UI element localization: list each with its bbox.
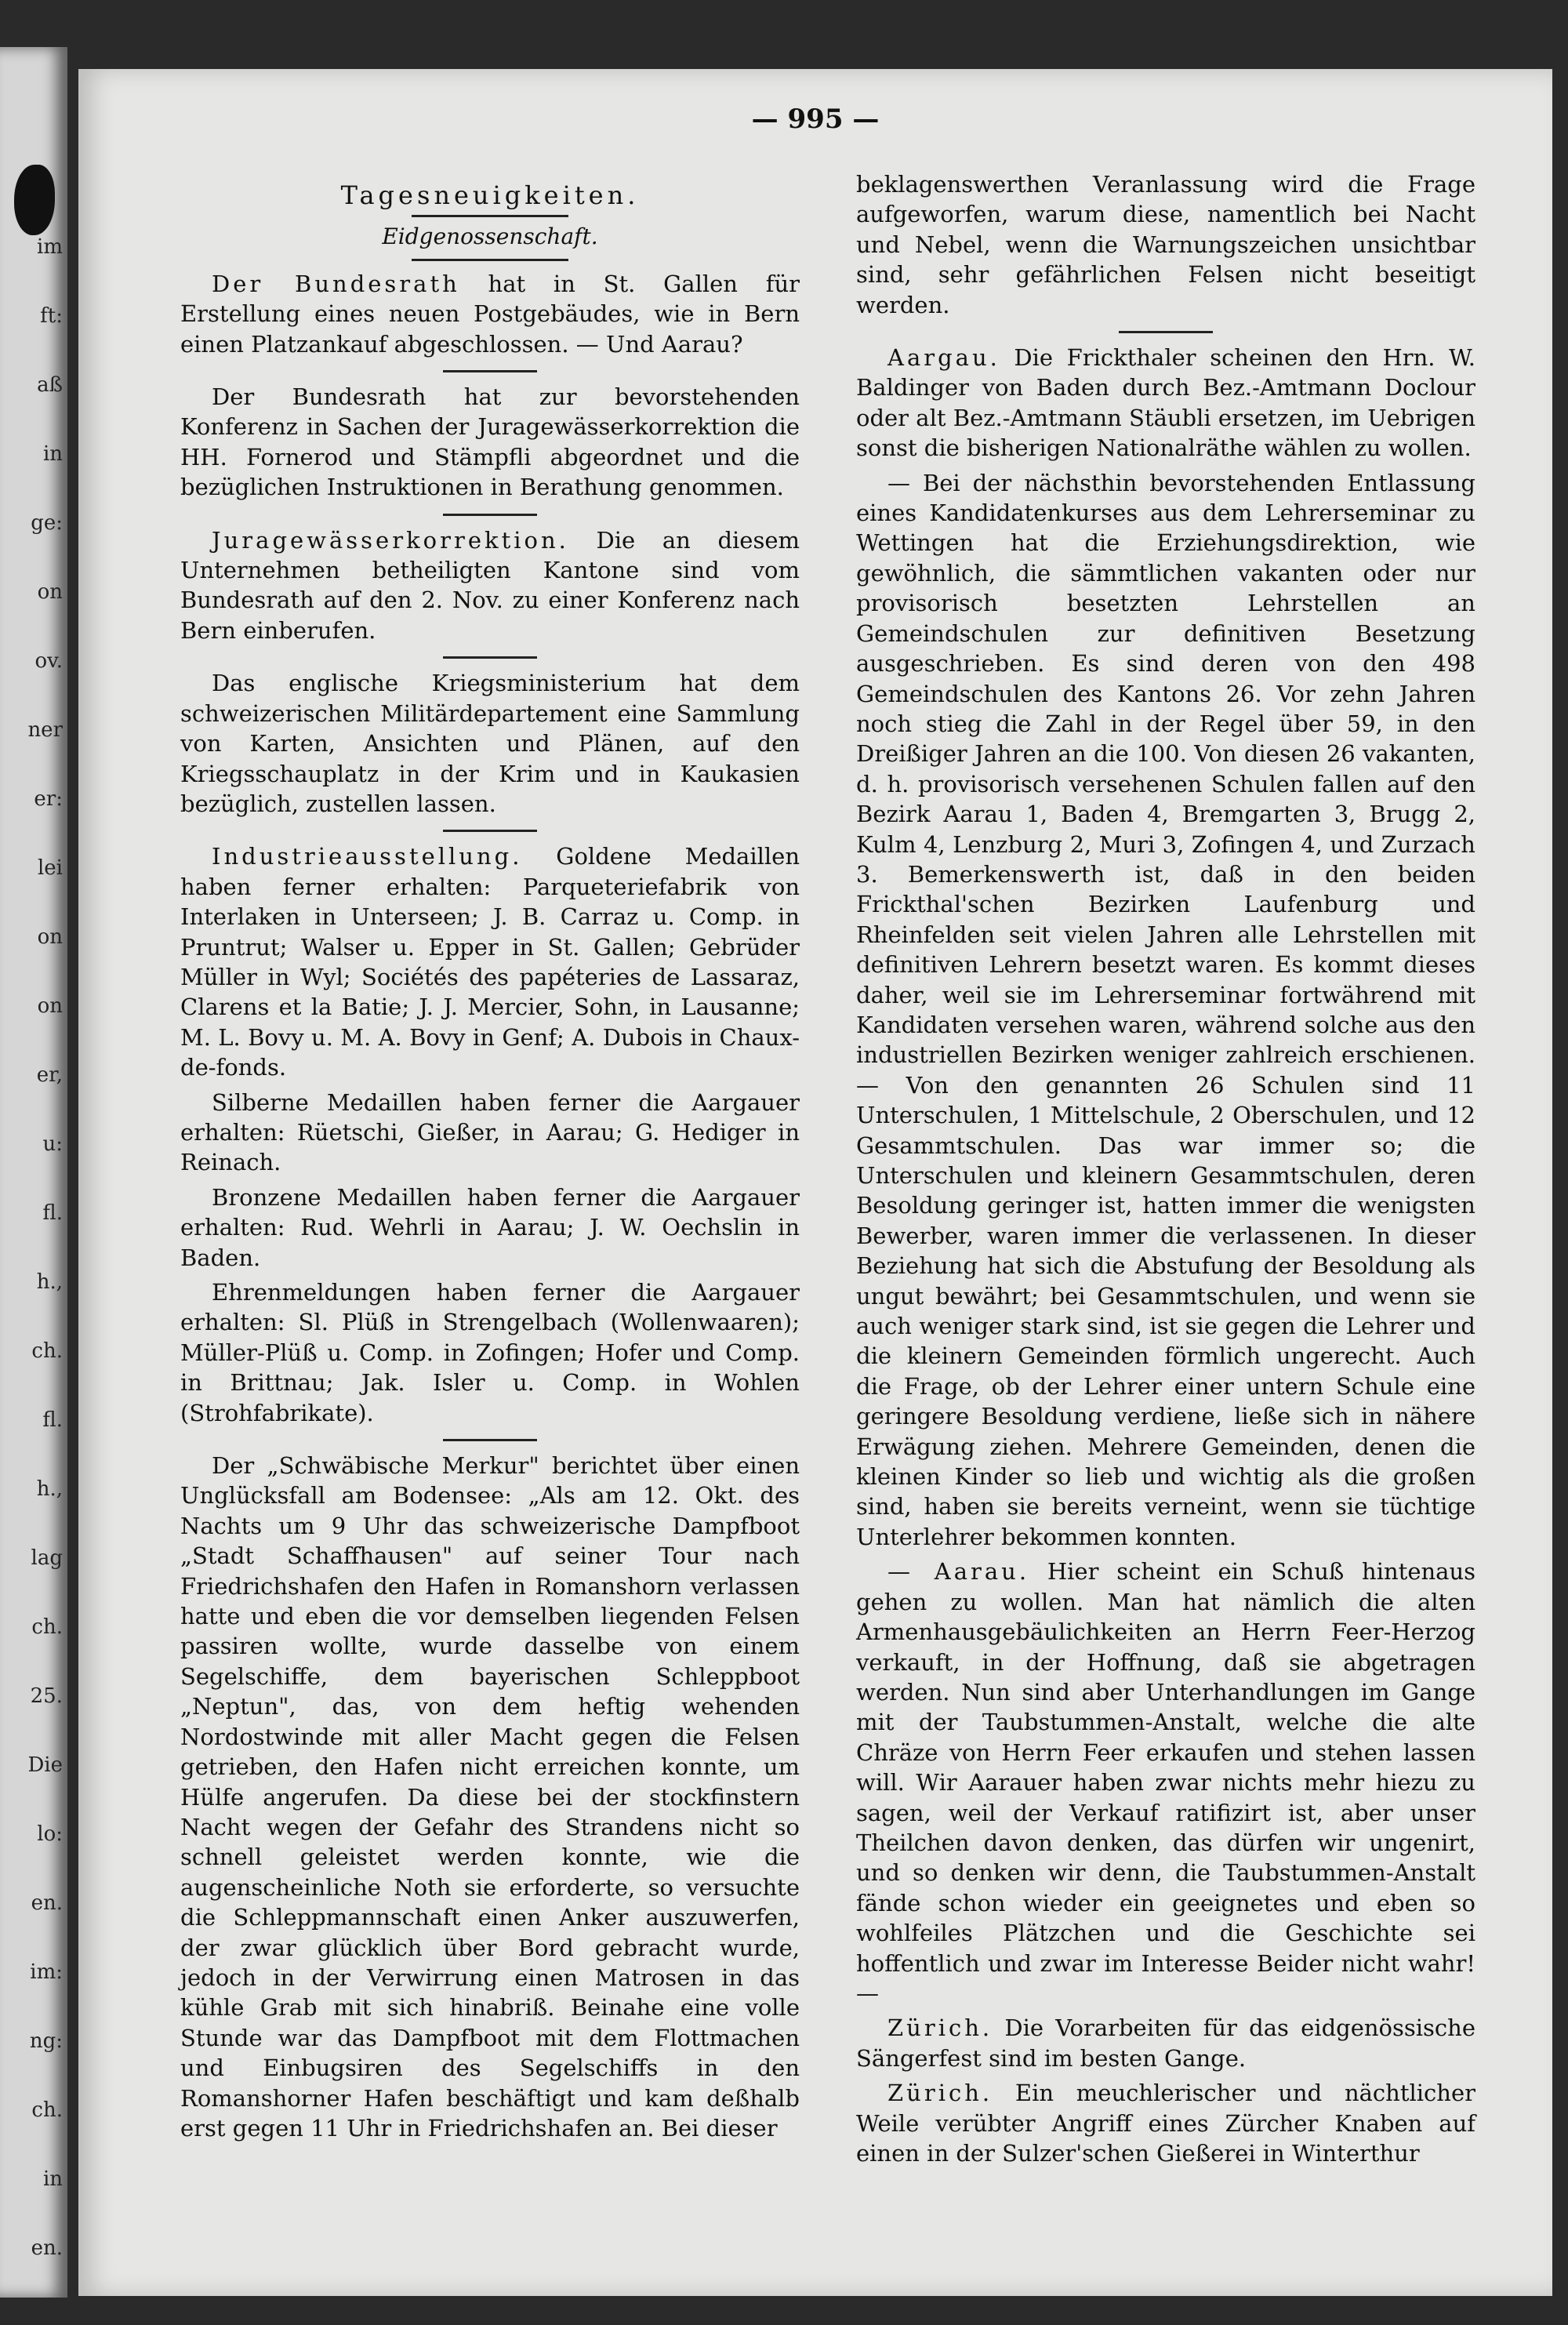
- margin-fragment: ov.: [34, 649, 63, 673]
- margin-fragment: 25.: [30, 1684, 63, 1708]
- margin-fragment: ch.: [31, 1615, 63, 1639]
- margin-fragment: ge:: [31, 511, 63, 535]
- margin-fragment: on: [37, 994, 63, 1018]
- margin-fragment: ng:: [29, 2029, 63, 2053]
- margin-fragment: in: [42, 2167, 63, 2191]
- margin-fragment: Die: [27, 1753, 63, 1777]
- divider: [443, 370, 537, 372]
- page-number: — 995 —: [751, 104, 880, 135]
- margin-fragment: er:: [34, 787, 63, 811]
- article-paragraph: beklagenswerthen Veranlassung wird die Frage aufgeworfen, warum diese, namentlich bei Nacht und Nebel, wenn die Warnungszeichen unsichtbar sind, sehr gefährlichen Felsen nicht beseitigt werden.: [856, 171, 1475, 318]
- divider: [412, 259, 568, 261]
- previous-page-edge: [0, 47, 67, 2298]
- left-column: [180, 169, 800, 2148]
- margin-fragment: fl.: [42, 1408, 63, 1432]
- divider: [443, 1439, 537, 1441]
- article-paragraph: — Aarau. Hier scheint ein Schuß hintenaus gehen zu wollen. Man hat nämlich die alten Armenhausgebäulichkeiten an Herrn Feer-Herzog verkauft, in der Hoffnung, daß sie abgetragen werden. Nun sind aber Unterhandlungen im Gange mit der Taubstummen-Anstalt, welche die alte Chräze von Herrn Feer erkaufen und stehen lassen will. Wir Aarauer haben zwar nichts mehr hiezu zu sagen, weil der Verkauf ratifizirt ist, aber unser Theilchen davon denken, das dürfen wir ungenirt, und so denken wir denn, die Taubstummen-Anstalt fände schon wieder ein geeignetes und eben so wohlfeiles Plätzchen und die Geschichte sei hoffentlich und zwar im Interesse Beider nicht wahr! —: [856, 1558, 1476, 2007]
- article-paragraph: Bronzene Medaillen haben ferner die Aargauer erhalten: Rud. Wehrli in Aarau; J. W. Oechslin in Baden.: [180, 1183, 800, 1271]
- margin-fragment: ft:: [40, 304, 63, 328]
- newspaper-page: [78, 69, 1552, 2296]
- margin-fragment: ner: [27, 718, 63, 742]
- article-paragraph: Zürich. Ein meuchlerischer und nächtlicher Weile verübter Angriff eines Zürcher Knaben auf einen in der Sulzer'schen Gießerei in Winterthur: [856, 2080, 1475, 2167]
- divider: [1119, 331, 1213, 333]
- margin-fragment: er,: [36, 1063, 63, 1087]
- margin-fragment: in: [42, 442, 63, 466]
- margin-fragment: im: [37, 235, 63, 259]
- ornament-icon: [14, 165, 55, 235]
- margin-fragment: u:: [42, 1132, 63, 1156]
- article-paragraph: Silberne Medaillen haben ferner die Aargauer erhalten: Rüetschi, Gießer, in Aarau; G. Hediger in Reinach.: [180, 1088, 800, 1176]
- margin-fragment: fl.: [42, 1201, 63, 1225]
- margin-fragment: h.,: [36, 1270, 63, 1294]
- margin-fragment: lei: [37, 856, 63, 880]
- divider: [412, 215, 568, 217]
- margin-fragment: aß: [37, 373, 63, 397]
- divider: [443, 514, 537, 516]
- margin-fragment: im:: [30, 1960, 63, 1984]
- margin-fragment: en.: [31, 2236, 63, 2260]
- margin-fragment: en.: [31, 1891, 63, 1915]
- divider: [443, 656, 537, 659]
- article-paragraph: Ehrenmeldungen haben ferner die Aargauer erhalten: Sl. Plüß in Strengelbach (Wollenwaaren); Müller-Plüß u. Comp. in Zofingen; Hofer und Comp. in Brittnau; Jak. Isler u. Comp. in Wohlen (Strohfabrikate).: [180, 1279, 800, 1426]
- article-paragraph: — Bei der nächsthin bevorstehenden Entlassung eines Kandidatenkurses aus dem Lehrerseminar zu Wettingen hat die Erziehungsdirektion, wie gewöhnlich, die sämmtlichen vakanten oder nur provisorisch besetzten Lehrstellen an Gemeindschulen zur definitiven Besetzung ausgeschrieben. Es sind deren von den 498 Gemeindschulen des Kantons 26. Vor zehn Jahren noch stieg die Zahl in der Regel über 59, in den Dreißiger Jahren an die 100. Von diesen 26 vakanten, d. h. provisorisch versehenen Schulen fallen auf den Bezirk Aarau 1, Baden 4, Bremgarten 3, Brugg 2, Kulm 4, Lenzburg 2, Muri 3, Zofingen 4, und Zurzach 3. Bemerkenswerth ist, daß in den beiden Frickthal'schen Bezirken Laufenburg und Rheinfelden seit vielen Jahren alle Lehrstellen mit definitiven Lehrern besetzt waren. Es kommt dieses daher, weil sie im Lehrerseminar fortwährend mit Kandidaten versehen waren, während solche aus den industriellen Bezirken weniger zahlreich erschienen. — Von den genannten 26 Schulen sind 11 Unterschulen, 1 Mittelschule, 2 Oberschulen, und 12 Gesammtschulen. Das war immer so; die Unterschulen und kleinern Gesammtschulen, deren Besoldung geringer ist, hatten immer die wenigsten Bewerber, waren immer die verlassenen. In dieser Beziehung hat sich die Abstufung der Besoldung als ungut bewährt; bei Gesammtschulen, und wenn sie auch weniger stark sind, ist sie gegen die Lehrer und die kleinern Gemeinden förmlich ungerecht. Auch die Frage, ob der Lehrer einer untern Schule eine geringere Besoldung verdiene, ließe sich in nähere Erwägung ziehen. Mehrere Gemeinden, denen die kleinen Kinder so lieb und wichtig als die großen sind, haben sie bereits verneint, wenn sie tüchtige Unterlehrer bekommen konnten.: [856, 469, 1475, 1550]
- section-subheading: Eidgenossenschaft.: [382, 223, 598, 250]
- right-column: [856, 169, 1475, 2173]
- article-paragraph: Das englische Kriegsministerium hat dem schweizerischen Militärdepartement eine Sammlung von Karten, Ansichten und Plänen, auf den Kriegsschauplatz in der Krim und in Kaukasien bezüglich, zustellen lassen.: [180, 670, 800, 817]
- divider: [443, 830, 537, 832]
- article-paragraph: Juragewässerkorrektion. Die an diesem Unternehmen betheiligten Kantone sind vom Bundesrath auf den 2. Nov. zu einer Konferenz nach Bern einberufen.: [180, 526, 800, 644]
- article-paragraph: Zürich. Die Vorarbeiten für das eidgenössische Sängerfest sind im besten Gange.: [856, 2014, 1475, 2072]
- margin-fragment: lag: [31, 1546, 63, 1570]
- article-paragraph: Der Bundesrath hat zur bevorstehenden Konferenz in Sachen der Juragewässerkorrektion die HH. Fornerod und Stämpfli abgeordnet und die bezüglichen Instruktionen in Berathung genommen.: [180, 383, 800, 501]
- margin-fragment: ch.: [31, 1339, 63, 1363]
- margin-fragment: on: [37, 580, 63, 604]
- margin-fragment: lo:: [37, 1822, 63, 1846]
- article-paragraph: Der „Schwäbische Merkur" berichtet über einen Unglücksfall am Bodensee: „Als am 12. Okt. des Nachts um 9 Uhr das schweizerische Dampfboot „Stadt Schaffhausen" auf seiner Tour nach Friedrichshafen den Hafen in Romanshorn verlassen hatte und eben die vor demselben liegenden Felsen passiren wollte, wurde dasselbe von einem Segelschiffe, dem bayerischen Schleppboot „Neptun", das, von dem heftig wehenden Nordostwinde mit aller Macht gegen die Felsen getrieben, den Hafen nicht erreichen konnte, um Hülfe angerufen. Da diese bei der stockfinstern Nacht wegen der Gefahr des Strandens nicht so schnell geleistet werden konnte, wie die augenscheinliche Noth sie erforderte, so versuchte die Schleppmannschaft einen Anker auszuwerfen, der zwar glücklich über Bord gebracht wurde, jedoch in der Verwirrung einen Matrosen in das kühle Grab mit sich hinabriß. Beinahe eine volle Stunde war das Dampfboot mit dem Flottmachen und Einbugsiren des Segelschiffs in den Romanshorner Hafen beschäftigt und kam deßhalb erst gegen 11 Uhr in Friedrichshafen an. Bei dieser: [180, 1452, 800, 2142]
- article-paragraph: Industrieausstellung. Goldene Medaillen haben ferner erhalten: Parqueteriefabrik von Interlaken in Unterseen; J. B. Carraz u. Comp. in Pruntrut; Walser u. Epper in St. Gallen; Gebrüder Müller in Wyl; Sociétés des papéteries de Lassaraz, Clarens et la Batie; J. J. Mercier, Sohn, in Lausanne; M. L. Bovy u. M. A. Bovy in Genf; A. Dubois in Chaux-de-fonds.: [180, 843, 800, 1081]
- article-paragraph: Aargau. Die Frickthaler scheinen den Hrn. W. Baldinger von Baden durch Bez.-Amtmann Doclour oder alt Bez.-Amtmann Stäubli ersetzen, im Uebrigen sonst die bisherigen Nationalräthe wählen zu wollen.: [856, 344, 1475, 462]
- margin-fragment: h.,: [36, 1477, 63, 1501]
- section-heading: Tagesneuigkeiten.: [340, 180, 640, 210]
- article-paragraph: Der Bundesrath hat in St. Gallen für Erstellung eines neuen Postgebäudes, wie in Bern einen Platzankauf abgeschlossen. — Und Aarau?: [180, 270, 800, 358]
- margin-fragment: on: [37, 925, 63, 949]
- margin-fragment: ch.: [31, 2098, 63, 2122]
